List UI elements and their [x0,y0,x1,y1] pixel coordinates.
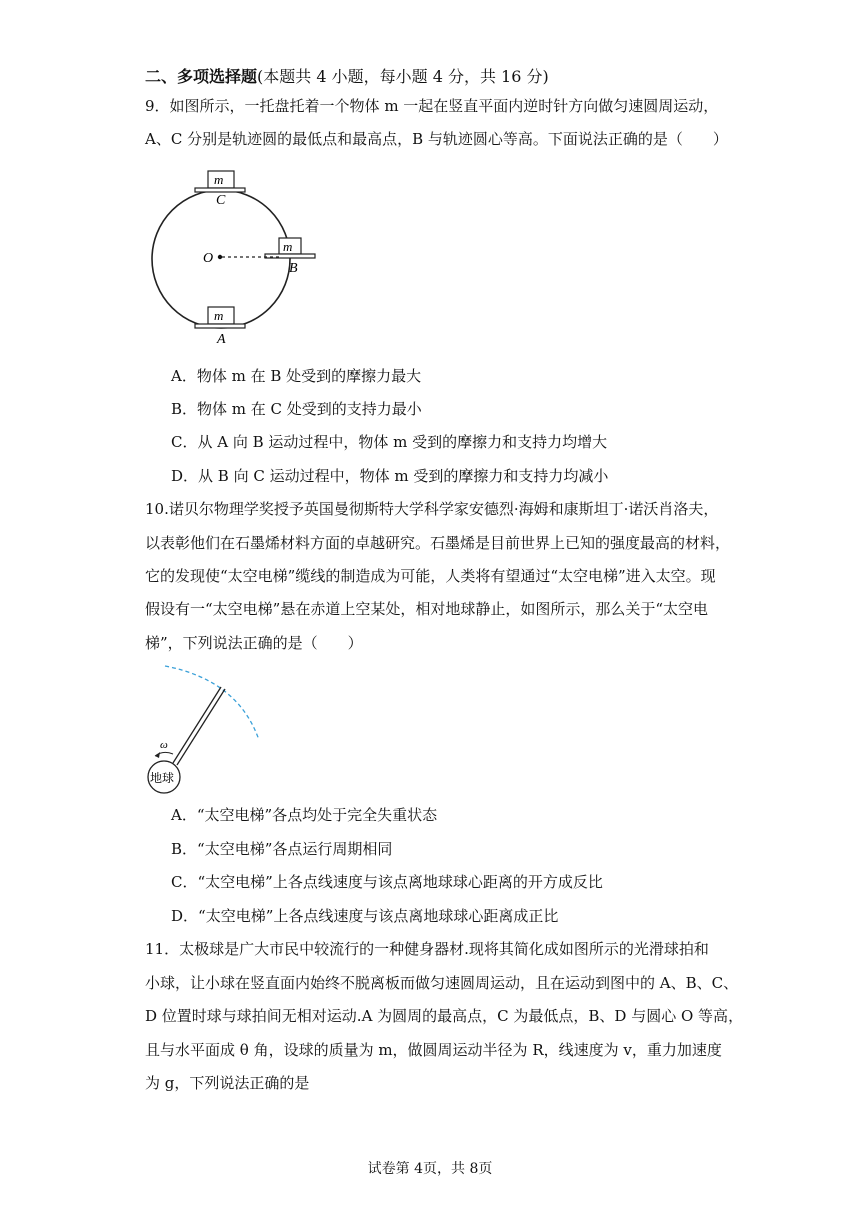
label-b: B [289,261,298,276]
q11-stem-line-4: 且与水平面成 θ 角，设球的质量为 m，做圆周运动半径为 R，线速度为 v，重力加速度 [145,1041,722,1059]
q10-stem-line-2: 以表彰他们在石墨烯材料方面的卓越研究。石墨烯是目前世界上已知的强度最高的材料， [145,534,731,552]
section-title: 二、多项选择题 [145,67,258,86]
label-m-a: m [214,308,224,323]
omega-label: ω [160,739,168,751]
q10-option-d[interactable]: D．“太空电梯”上各点线速度与该点离地球球心距离成正比 [171,907,559,925]
earth-label: 地球 [150,771,175,785]
q10-stem-line-4: 假设有一“太空电梯”悬在赤道上空某处，相对地球静止，如图所示，那么关于“太空电 [145,600,709,618]
q9-option-d[interactable]: D．从 B 向 C 运动过程中，物体 m 受到的摩擦力和支持力均减小 [171,467,609,485]
q10-option-a[interactable]: A．“太空电梯”各点均处于完全失重状态 [171,806,438,824]
label-a: A [217,332,226,347]
label-o: O [203,251,214,266]
q10-option-c[interactable]: C．“太空电梯”上各点线速度与该点离地球球心距离的开方成反比 [171,873,603,891]
label-c: C [216,193,226,208]
tray-c [195,188,245,192]
label-m-b: m [283,239,293,254]
q10-stem-line-1: 10.诺贝尔物理学奖授予英国曼彻斯特大学科学家安德烈·海姆和康斯坦丁·诺沃肖洛夫， [145,500,719,518]
label-m-c: m [214,172,224,187]
center-dot [218,255,222,259]
elevator-cable-2 [177,689,225,765]
page-footer: 试卷第 4页，共 8页 [367,1161,493,1177]
section-note: (本题共 4 小题，每小题 4 分，共 16 分) [257,67,549,86]
q11-stem-line-1: 11．太极球是广大市民中较流行的一种健身器材.现将其简化成如图所示的光滑球拍和 [145,940,709,958]
q9-stem-line-2: A、C 分别是轨迹圆的最低点和最高点，B 与轨迹圆心等高。下面说法正确的是（ ） [145,130,728,148]
section-header [145,66,549,88]
q10-option-b[interactable]: B．“太空电梯”各点运行周期相同 [171,840,393,858]
q9-stem-line-1: 9．如图所示，一托盘托着一个物体 m 一起在竖直平面内逆时针方向做匀速圆周运动， [145,97,719,115]
q9-option-c[interactable]: C．从 A 向 B 运动过程中，物体 m 受到的摩擦力和支持力均增大 [171,433,608,451]
elevator-cable-1 [173,687,221,763]
q10-stem-line-3: 它的发现使“太空电梯”缆线的制造成为可能，人类将有望通过“太空电梯”进入太空。现 [145,567,716,585]
q10-stem-line-5: 梯”，下列说法正确的是（ ） [145,634,363,652]
q10-space-elevator-figure [143,660,268,795]
q9-option-b[interactable]: B．物体 m 在 C 处受到的支持力最小 [171,400,422,418]
q9-circular-motion-figure [148,165,323,350]
tray-a [195,324,245,328]
q11-stem-line-2: 小球，让小球在竖直面内始终不脱离板而做匀速圆周运动，且在运动到图中的 A、B、C、 [145,974,739,992]
q9-option-a[interactable]: A．物体 m 在 B 处受到的摩擦力最大 [171,367,422,385]
q11-stem-line-5: 为 g，下列说法正确的是 [145,1074,310,1092]
q11-stem-line-3: D 位置时球与球拍间无相对运动.A 为圆周的最高点，C 为最低点，B、D 与圆心 O 等高， [145,1007,744,1025]
orbit-arc [165,666,259,740]
